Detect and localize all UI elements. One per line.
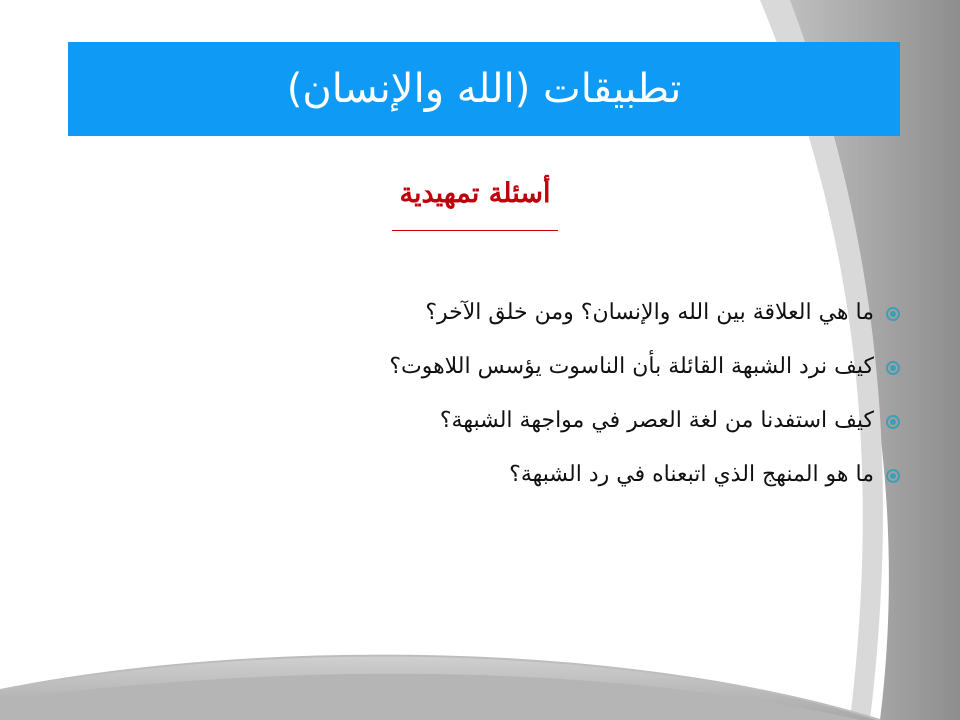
circled-dot-icon — [886, 307, 900, 321]
question-item — [250, 350, 900, 404]
question-text: كيف نرد الشبهة القائلة بأن الناسوت يؤسس اللاهوت؟ — [389, 354, 874, 379]
slide-title: تطبيقات (الله والإنسان) — [286, 66, 682, 112]
question-item — [250, 404, 900, 458]
circled-dot-icon — [886, 415, 900, 429]
subtitle-underline — [392, 230, 558, 231]
question-item — [250, 296, 900, 350]
question-text: ما هو المنهج الذي اتبعناه في رد الشبهة؟ — [509, 462, 874, 487]
question-text: كيف استفدنا من لغة العصر في مواجهة الشبهة؟ — [439, 408, 874, 433]
circled-dot-icon — [886, 469, 900, 483]
section-subtitle: أسئلة تمهيدية — [399, 178, 551, 209]
question-text: ما هي العلاقة بين الله والإنسان؟ ومن خلق الآخر؟ — [425, 300, 874, 325]
question-item — [250, 458, 900, 512]
title-bar — [68, 42, 900, 136]
circled-dot-icon — [886, 361, 900, 375]
question-list — [250, 296, 900, 512]
